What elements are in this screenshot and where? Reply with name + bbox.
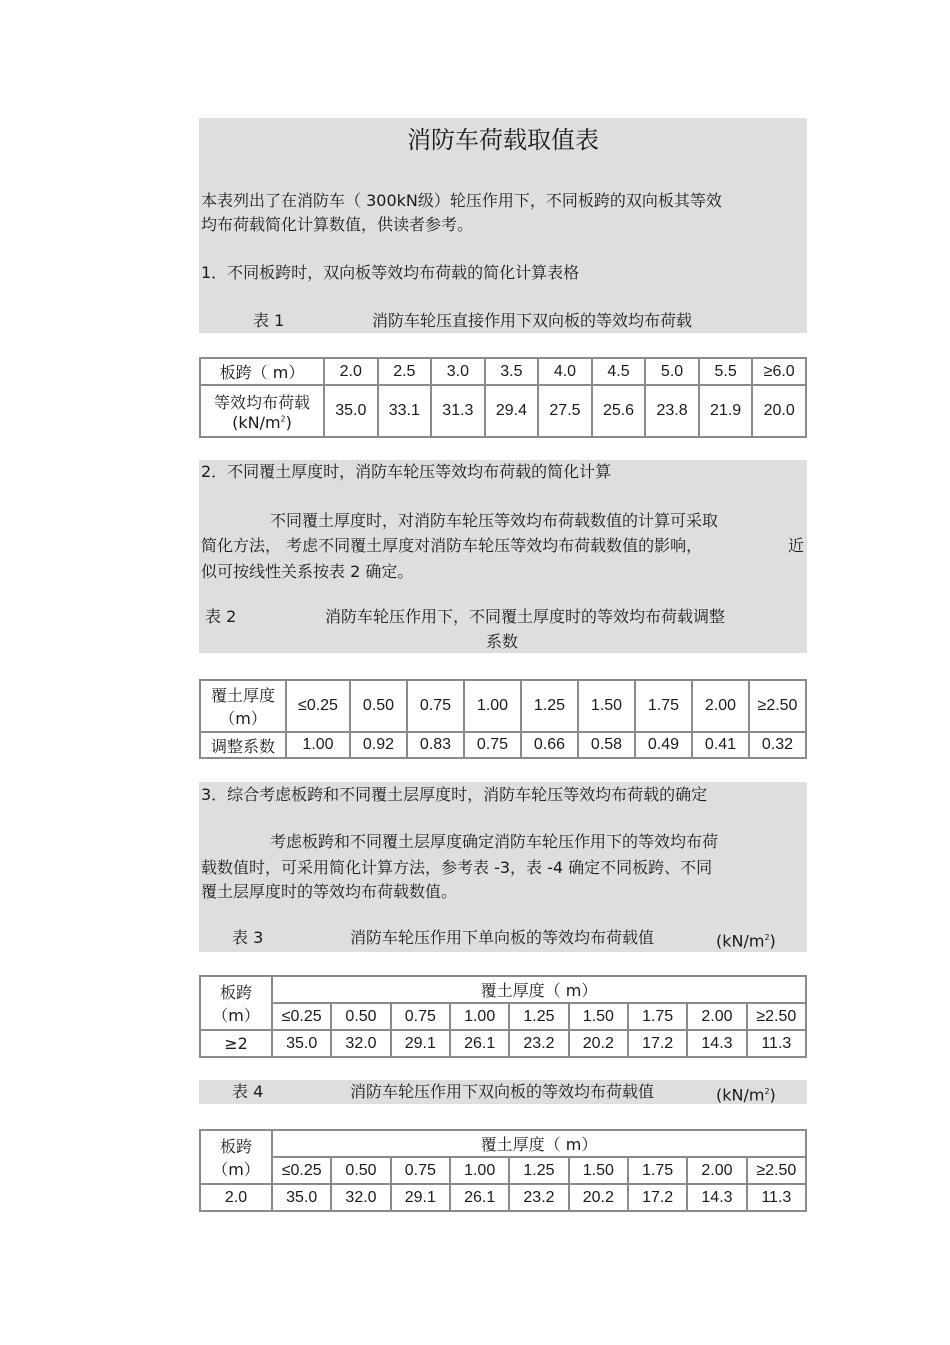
table1-load: 29.4: [485, 385, 539, 437]
table3-depth: 2.00: [687, 1003, 746, 1030]
table3-depth: 0.50: [331, 1003, 390, 1030]
table4-row-values: [200, 1184, 806, 1211]
table2-coef: 0.49: [635, 732, 692, 758]
table4-caption-text: 消防车轮压作用下双向板的等效均布荷载值: [350, 1082, 655, 1101]
table4-row-depths: [200, 1157, 806, 1184]
table4-row-label: 2.0: [200, 1184, 272, 1211]
table2-coef: 0.58: [578, 732, 635, 758]
table1-load-label-unit: $(kN/m^2)$: [232, 413, 292, 432]
section-3-paragraph-line-2: 载数值时，可采用简化计算方法，参考表 -3，表 -4 确定不同板跨、不同: [201, 858, 713, 877]
intro-line-2: 均布荷载简化计算数值，供读者参考。: [201, 215, 474, 234]
table4-depth: 1.00: [450, 1157, 509, 1184]
table2-depth: 1.00: [464, 680, 521, 732]
table4-depth: 1.25: [509, 1157, 568, 1184]
table1-row-span: [200, 358, 806, 385]
table4-caption-no: 表 4: [232, 1082, 264, 1101]
table1-load: 33.1: [378, 385, 432, 437]
section-3-paragraph-line-3: 覆土层厚度时的等效均布荷载数值。: [201, 882, 458, 901]
table1-span: 5.5: [699, 358, 753, 385]
table4-value: 11.3: [747, 1184, 806, 1211]
table3-depth: 1.75: [628, 1003, 687, 1030]
table3-value: 35.0: [272, 1030, 331, 1057]
table1-load: 31.3: [431, 385, 485, 437]
table1-load: 23.8: [645, 385, 699, 437]
table4-caption-unit: $(kN/m^2)$: [716, 1085, 776, 1105]
section-1-heading: 1．不同板跨时，双向板等效均布荷载的简化计算表格: [201, 263, 580, 282]
table2-coef: 0.92: [350, 732, 407, 758]
table2-depth-label-2: （m）: [219, 709, 267, 728]
table3-depth-header: 覆土厚度（ m）: [272, 976, 806, 1003]
table2-coef: 1.00: [286, 732, 350, 758]
table2-coef: 0.75: [464, 732, 521, 758]
section-3-paragraph-line-1: 考虑板跨和不同覆土层厚度确定消防车轮压作用下的等效均布荷: [270, 832, 719, 851]
section-2-paragraph-line-2b: 近: [788, 536, 805, 555]
table1-caption-no: 表 1: [253, 311, 285, 330]
table4-depth: ≥2.50: [747, 1157, 806, 1184]
table4-value: 32.0: [331, 1184, 390, 1211]
table3-caption-text: 消防车轮压作用下单向板的等效均布荷载值: [350, 928, 655, 947]
table1-load: 27.5: [538, 385, 592, 437]
table3-span-label: 板跨（m）: [200, 976, 272, 1030]
table3-value: 32.0: [331, 1030, 390, 1057]
table3-depth: 0.75: [391, 1003, 450, 1030]
table3-row-depths: [200, 1003, 806, 1030]
table4-value: 23.2: [509, 1184, 568, 1211]
table2-depth-label-1: 覆土厚度: [210, 686, 275, 705]
table2-depth: 1.25: [521, 680, 578, 732]
intro-line-1: 本表列出了在消防车（ 300kN级）轮压作用下，不同板跨的双向板其等效: [201, 191, 722, 210]
table1-span: 3.5: [485, 358, 539, 385]
section-2-paragraph-line-2a: 简化方法， 考虑不同覆土厚度对消防车轮压等效均布荷载数值的影响，: [201, 536, 703, 555]
table3-value: 11.3: [747, 1030, 806, 1057]
table4-row-header: [200, 1130, 806, 1157]
page-title: 消防车荷载取值表: [407, 126, 599, 154]
table1-load-label: [200, 385, 324, 437]
table3-caption-no: 表 3: [232, 928, 264, 947]
table1-span: 2.5: [378, 358, 432, 385]
table1-load-label-text: 等效均布荷载: [213, 393, 310, 412]
table4-depth: 0.50: [331, 1157, 390, 1184]
table3-value: 29.1: [391, 1030, 450, 1057]
table3-value: 23.2: [509, 1030, 568, 1057]
table4-value: 17.2: [628, 1184, 687, 1211]
table4-depth: ≤0.25: [272, 1157, 331, 1184]
table1-span: 4.5: [592, 358, 646, 385]
table2-depth: ≤0.25: [286, 680, 350, 732]
table4-value: 35.0: [272, 1184, 331, 1211]
table4-depth-header: 覆土厚度（ m）: [272, 1130, 806, 1157]
section-3-heading: 3．综合考虑板跨和不同覆土层厚度时，消防车轮压等效均布荷载的确定: [201, 785, 708, 804]
table2-caption-no: 表 2: [205, 607, 237, 626]
table2-row-coef: [200, 732, 806, 758]
table1-load: 35.0: [324, 385, 378, 437]
table4-depth: 1.75: [628, 1157, 687, 1184]
table1-span-label: 板跨（ m）: [200, 358, 324, 385]
table4-value: 20.2: [569, 1184, 628, 1211]
table-1: [199, 357, 807, 438]
table2-depth: 2.00: [692, 680, 749, 732]
table1-span: 5.0: [645, 358, 699, 385]
table-2: [199, 679, 807, 759]
table1-load: 20.0: [752, 385, 806, 437]
table1-row-load: [200, 385, 806, 437]
table1-caption-text: 消防车轮压直接作用下双向板的等效均布荷载: [372, 311, 693, 330]
table4-depth: 0.75: [391, 1157, 450, 1184]
table2-depth-label: [200, 680, 286, 732]
table3-value: 14.3: [687, 1030, 746, 1057]
table1-load: 21.9: [699, 385, 753, 437]
table2-coef: 0.83: [407, 732, 464, 758]
table2-coef-label: 调整系数: [200, 732, 286, 758]
table-4: [199, 1129, 807, 1212]
table2-depth: 0.75: [407, 680, 464, 732]
table3-depth: 1.25: [509, 1003, 568, 1030]
table3-caption-unit: $(kN/m^2)$: [716, 931, 776, 951]
section-2-paragraph-line-1: 不同覆土厚度时，对消防车轮压等效均布荷载数值的计算可采取: [270, 511, 719, 530]
table2-coef: 0.41: [692, 732, 749, 758]
table-3: [199, 975, 807, 1058]
table1-span: ≥6.0: [752, 358, 806, 385]
table2-coef: 0.66: [521, 732, 578, 758]
table3-depth: ≥2.50: [747, 1003, 806, 1030]
table3-value: 17.2: [628, 1030, 687, 1057]
table3-depth: 1.50: [569, 1003, 628, 1030]
table4-value: 14.3: [687, 1184, 746, 1211]
table2-depth: 1.50: [578, 680, 635, 732]
section-2-paragraph-line-3: 似可按线性关系按表 2 确定。: [201, 562, 414, 581]
table4-value: 29.1: [391, 1184, 450, 1211]
table4-value: 26.1: [450, 1184, 509, 1211]
table3-depth: ≤0.25: [272, 1003, 331, 1030]
table4-depth: 2.00: [687, 1157, 746, 1184]
table3-row-label: ≥2: [200, 1030, 272, 1057]
section-2-heading: 2．不同覆土厚度时，消防车轮压等效均布荷载的简化计算: [201, 462, 612, 481]
table3-value: 20.2: [569, 1030, 628, 1057]
table2-caption-text-2: 系数: [486, 632, 519, 651]
table2-row-depth: [200, 680, 806, 732]
table2-depth: ≥2.50: [749, 680, 806, 732]
table1-load: 25.6: [592, 385, 646, 437]
table4-span-label: 板跨（m）: [200, 1130, 272, 1184]
table2-depth: 0.50: [350, 680, 407, 732]
table1-span: 4.0: [538, 358, 592, 385]
table3-row-header: [200, 976, 806, 1003]
table3-depth: 1.00: [450, 1003, 509, 1030]
table4-depth: 1.50: [569, 1157, 628, 1184]
table3-value: 26.1: [450, 1030, 509, 1057]
table1-span: 3.0: [431, 358, 485, 385]
table2-caption-text-1: 消防车轮压作用下，不同覆土厚度时的等效均布荷载调整: [325, 607, 726, 626]
table2-depth: 1.75: [635, 680, 692, 732]
table3-row-values: [200, 1030, 806, 1057]
table2-coef: 0.32: [749, 732, 806, 758]
table1-span: 2.0: [324, 358, 378, 385]
